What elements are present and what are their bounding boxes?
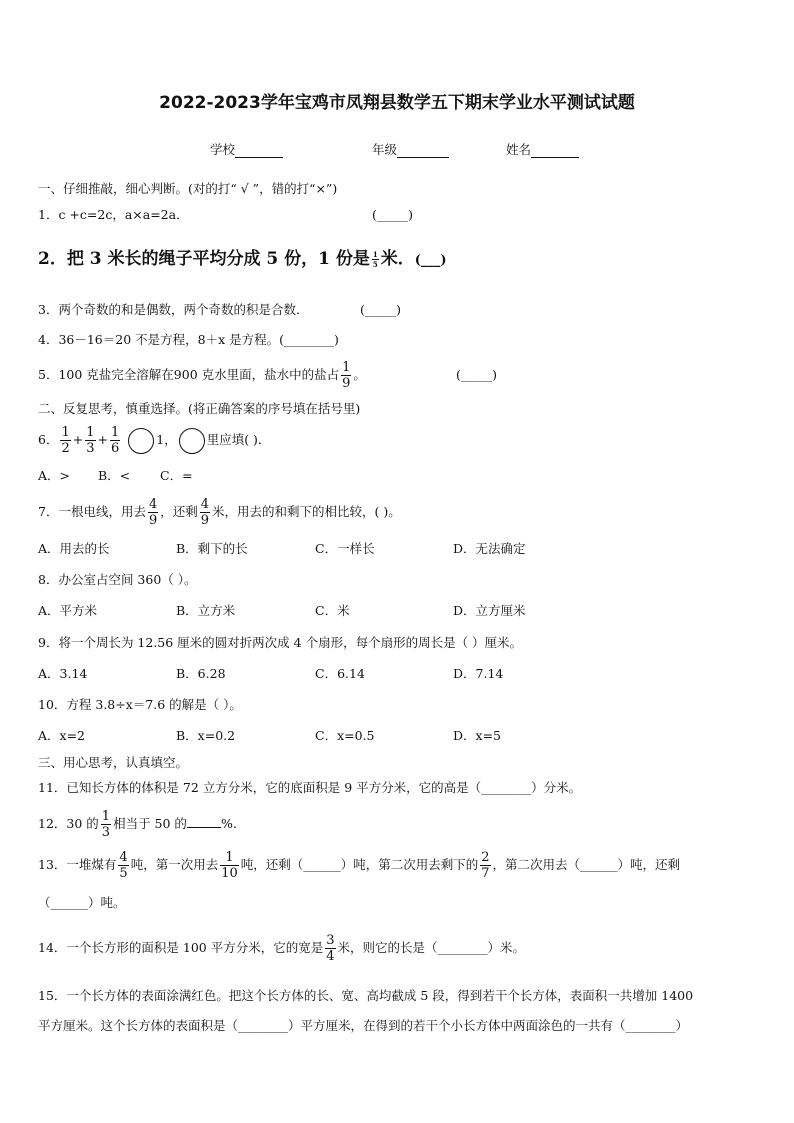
question-13-continued: （______）吨。 bbox=[38, 895, 126, 910]
student-info-row bbox=[0, 140, 794, 160]
q3-text: 3．两个奇数的和是偶数，两个奇数的积是合数． bbox=[38, 302, 309, 317]
q1-answer-paren[interactable]: (_____) bbox=[372, 207, 414, 222]
q6-fraction-1: $\frac{1}{2}$ bbox=[61, 425, 70, 456]
question-8-options bbox=[38, 602, 764, 620]
q2-fraction: $\frac{1}{5}$ bbox=[372, 250, 378, 269]
school-label: 学校 bbox=[210, 142, 236, 157]
q7-option-c[interactable]: C．一样长 bbox=[315, 541, 375, 556]
question-13: 13．一堆煤有 $\frac{4}{5}$ 吨，第一次用去 $\frac{1}{10}$ 吨，还剩（______）吨，第二次用去剩下的 $\frac{2}{7}$ ，第二次用去（______）吨，还剩 bbox=[38, 850, 681, 881]
q10-option-c[interactable]: C．x=0.5 bbox=[315, 728, 375, 743]
school-blank[interactable] bbox=[235, 143, 283, 158]
grade-field[interactable] bbox=[372, 140, 449, 158]
question-9: 9．将一个周长为 12.56 厘米的圆对折两次成 4 个扇形，每个扇形的周长是（ ）厘米。 bbox=[38, 635, 523, 650]
q9-option-b[interactable]: B．6.28 bbox=[176, 666, 226, 681]
name-field[interactable] bbox=[506, 140, 579, 158]
q5-fraction: $\frac{1}{9}$ bbox=[342, 360, 351, 391]
q9-option-d[interactable]: D．7.14 bbox=[453, 666, 504, 681]
q13-fraction-1: $\frac{4}{5}$ bbox=[119, 850, 128, 881]
q3-answer-paren[interactable]: (_____) bbox=[360, 302, 402, 317]
q12-fraction: $\frac{1}{3}$ bbox=[101, 809, 111, 840]
q5-answer-paren[interactable]: (_____) bbox=[456, 367, 498, 382]
q7-fraction-2: $\frac{4}{9}$ bbox=[200, 497, 210, 528]
q13-fraction-3: $\frac{2}{7}$ bbox=[481, 850, 490, 881]
q6-answer-circle-2 bbox=[179, 428, 205, 454]
q9-option-a[interactable]: A．3.14 bbox=[38, 666, 88, 681]
question-8: 8．办公室占空间 360（ ）。 bbox=[38, 572, 197, 587]
q8-option-c[interactable]: C．米 bbox=[315, 603, 350, 618]
q6-option-b[interactable]: B．< bbox=[98, 468, 131, 483]
q5-text: 5．100 克盐完全溶解在900 克水里面，盐水中的盐占 bbox=[38, 367, 340, 382]
school-field[interactable] bbox=[210, 140, 283, 158]
question-6-options bbox=[38, 467, 764, 485]
q6-option-c[interactable]: C．= bbox=[160, 468, 193, 483]
q7-fraction-1: $\frac{4}{9}$ bbox=[148, 497, 158, 528]
q10-option-d[interactable]: D．x=5 bbox=[453, 728, 501, 743]
question-14: 14．一个长方形的面积是 100 平方分米，它的宽是 $\frac{3}{4}$ 米，则它的长是（________）米。 bbox=[38, 933, 526, 964]
section-2-heading: 二、反复思考，慎重选择。(将正确答案的序号填在括号里) bbox=[38, 401, 361, 416]
q6-fraction-2: $\frac{1}{3}$ bbox=[86, 425, 95, 456]
page-title: 2022-2023学年宝鸡市凤翔县数学五下期末学业水平测试试题 bbox=[159, 93, 635, 113]
q1-text: 1．c +c=2c，a×a=2a． bbox=[38, 207, 189, 222]
q8-option-b[interactable]: B．立方米 bbox=[176, 603, 236, 618]
question-6: 6． $\frac{1}{2}$ + $\frac{1}{3}$ + $\frac{1}{6}$ 1， 里应填( )． bbox=[38, 425, 271, 456]
q2-answer-paren[interactable]: (___) bbox=[414, 253, 447, 268]
q13-fraction-2: $\frac{1}{10}$ bbox=[221, 850, 238, 881]
q6-answer-circle-1[interactable] bbox=[128, 428, 154, 454]
q8-option-a[interactable]: A．平方米 bbox=[38, 603, 98, 618]
q6-fraction-3: $\frac{1}{6}$ bbox=[110, 425, 120, 456]
grade-label: 年级 bbox=[372, 142, 398, 157]
q12-answer-blank[interactable] bbox=[187, 815, 221, 828]
question-15: 15．一个长方体的表面涂满红色。把这个长方体的长、宽、高均截成 5 段，得到若干个长方体，表面积一共增加 1400 bbox=[38, 988, 694, 1003]
question-15-continued: 平方厘米。这个长方体的表面积是（________）平方厘米，在得到的若干个小长方体中两面涂色的一共有（________） bbox=[38, 1018, 689, 1033]
question-9-options bbox=[38, 665, 764, 683]
question-10: 10．方程 3.8÷x＝7.6 的解是（ ）。 bbox=[38, 697, 242, 712]
q9-option-c[interactable]: C．6.14 bbox=[315, 666, 365, 681]
q14-fraction: $\frac{3}{4}$ bbox=[326, 933, 335, 964]
q7-option-b[interactable]: B．剩下的长 bbox=[176, 541, 248, 556]
section-3-heading: 三、用心思考，认真填空。 bbox=[38, 755, 189, 770]
q6-option-a[interactable]: A．> bbox=[38, 468, 71, 483]
grade-blank[interactable] bbox=[397, 143, 449, 158]
question-7: 7．一根电线，用去 $\frac{4}{9}$ ，还剩 $\frac{4}{9}$ 米，用去的和剩下的相比较，( )。 bbox=[38, 497, 401, 528]
question-4: 4．36－16＝20 不是方程，8＋x 是方程。(________) bbox=[38, 332, 339, 347]
question-1 bbox=[38, 206, 764, 224]
question-5: 5．100 克盐完全溶解在900 克水里面，盐水中的盐占 $\frac{1}{9}$ 。 (_____) bbox=[38, 360, 498, 391]
question-2: 2．把 3 米长的绳子平均分成 5 份，1 份是 $\frac{1}{5}$ 米．(___) bbox=[38, 249, 447, 269]
q7-option-a[interactable]: A．用去的长 bbox=[38, 541, 110, 556]
q7-option-d[interactable]: D．无法确定 bbox=[453, 541, 526, 556]
name-blank[interactable] bbox=[531, 143, 579, 158]
q8-option-d[interactable]: D．立方厘米 bbox=[453, 603, 526, 618]
question-12: 12．30 的 $\frac{1}{3}$ 相当于 50 的 %. bbox=[38, 809, 237, 840]
question-7-options bbox=[38, 540, 764, 558]
q10-option-a[interactable]: A．x=2 bbox=[38, 728, 86, 743]
question-11: 11．已知长方体的体积是 72 立方分米，它的底面积是 9 平方分米，它的高是（________）分米。 bbox=[38, 780, 582, 795]
section-1-heading: 一、仔细推敲，细心判断。(对的打“ √ ”，错的打“×”) bbox=[38, 181, 338, 196]
question-3 bbox=[38, 301, 764, 319]
name-label: 姓名 bbox=[506, 142, 532, 157]
question-10-options bbox=[38, 727, 764, 745]
q2-text: 2．把 3 米长的绳子平均分成 5 份，1 份是 bbox=[38, 249, 370, 269]
q10-option-b[interactable]: B．x=0.2 bbox=[176, 728, 236, 743]
